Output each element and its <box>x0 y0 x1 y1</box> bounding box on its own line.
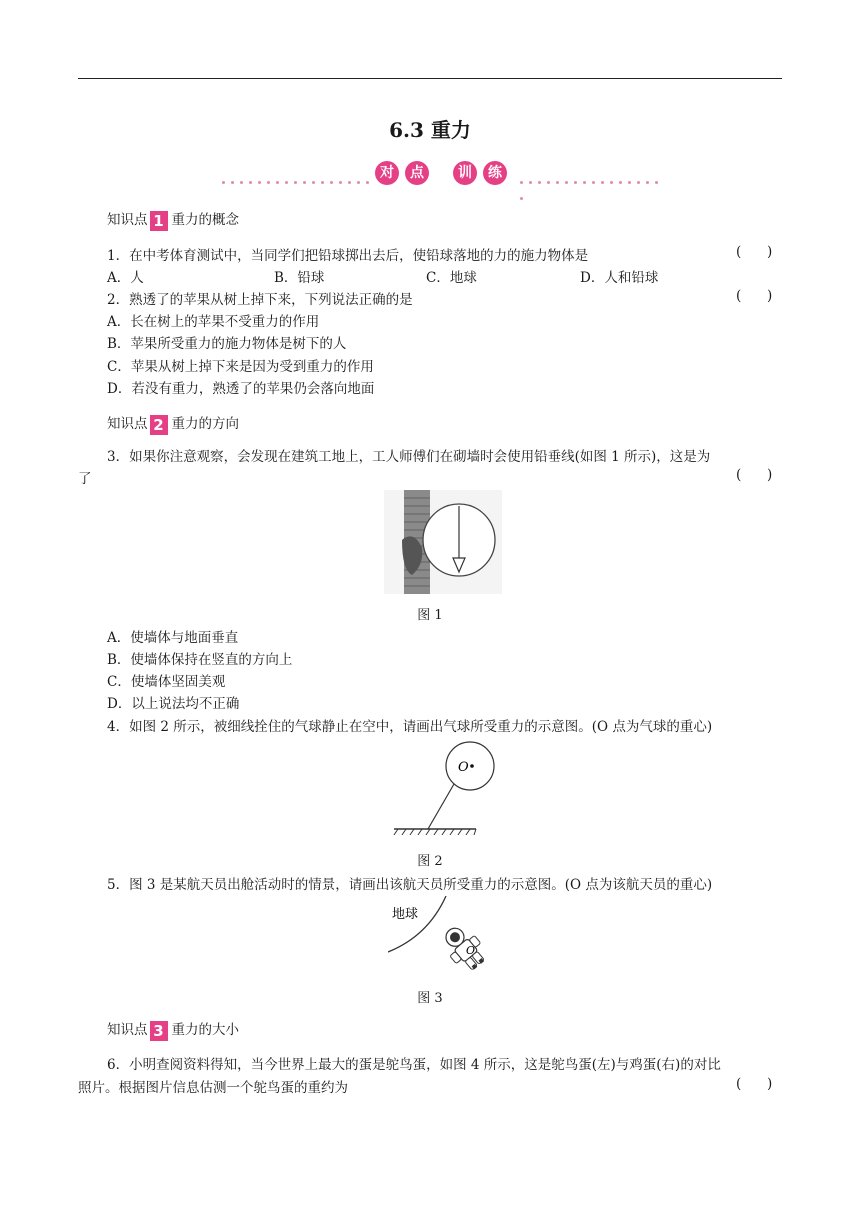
question-2-option-a: A．长在树上的苹果不受重力的作用 <box>107 314 320 330</box>
question-1-option-d: D．人和铅球 <box>580 270 659 286</box>
question-2-option-b: B．苹果所受重力的施力物体是树下的人 <box>107 336 347 352</box>
question-1-option-b: B．铅球 <box>274 270 325 286</box>
figure-1-caption: 图 1 <box>417 608 443 623</box>
question-3-stem-line2: 了 <box>78 471 92 487</box>
question-1-stem: 1．在中考体育测试中，当同学们把铅球掷出去后，使铅球落地的力的施力物体是 <box>107 248 589 264</box>
astronaut-icon <box>437 920 491 976</box>
section-number-badge: 3 <box>150 1021 168 1041</box>
answer-blank-6: ( ) <box>736 1076 773 1092</box>
section-prefix: 知识点 <box>107 1022 148 1038</box>
page-title: 6.3 重力 <box>389 118 471 142</box>
banner-char-2: 点 <box>405 161 429 185</box>
figure-3-astronaut <box>388 896 508 980</box>
question-2-option-d: D．若没有重力，熟透了的苹果仍会落向地面 <box>107 381 375 397</box>
figure-3-caption: 图 3 <box>417 991 443 1006</box>
banner-char-1: 对 <box>375 161 399 185</box>
section-number-badge: 1 <box>150 211 168 231</box>
balloon-center-label: O <box>458 760 469 775</box>
question-3-stem-line1: 3．如果你注意观察，会发现在建筑工地上，工人师傅们在砌墙时会使用铅垂线(如图 1 所示)，这是为 <box>107 449 711 465</box>
section-prefix: 知识点 <box>107 212 148 228</box>
banner-char-4: 练 <box>483 161 507 185</box>
section-heading-1 <box>107 208 239 228</box>
question-6-stem-line1: 6．小明查阅资料得知，当今世界上最大的蛋是鸵鸟蛋，如图 4 所示，这是鸵鸟蛋(左)与鸡蛋(右)的对比 <box>107 1057 721 1073</box>
answer-blank-2: ( ) <box>736 288 773 304</box>
section-label: 重力的概念 <box>171 212 239 228</box>
answer-blank-3: ( ) <box>736 467 773 483</box>
figure-2-caption: 图 2 <box>417 854 443 869</box>
section-heading-3 <box>107 1018 239 1038</box>
question-1-option-a: A．人 <box>107 270 144 286</box>
earth-label: 地球 <box>392 907 419 922</box>
figure-1-plumb-line <box>384 490 502 594</box>
question-6-stem-line2: 照片。根据图片信息估测一个鸵鸟蛋的重约为 <box>78 1080 348 1096</box>
question-5-stem: 5．图 3 是某航天员出舱活动时的情景，请画出该航天员所受重力的示意图。(O 点为该航天员的重心) <box>107 877 713 893</box>
banner-dots-left <box>222 172 375 176</box>
answer-blank-1: ( ) <box>736 244 773 260</box>
section-label: 重力的大小 <box>171 1022 239 1038</box>
question-1-option-c: C．地球 <box>426 270 477 286</box>
section-number-badge: 2 <box>150 415 168 435</box>
question-3-option-b: B．使墙体保持在竖直的方向上 <box>107 652 293 668</box>
question-4-stem: 4．如图 2 所示，被细线拴住的气球静止在空中，请画出气球所受重力的示意图。(O 点为气球的重心) <box>107 719 713 735</box>
question-3-option-d: D．以上说法均不正确 <box>107 696 240 712</box>
section-prefix: 知识点 <box>107 416 148 432</box>
astronaut-center-label: O <box>466 944 476 957</box>
header-rule <box>78 78 782 79</box>
question-2-stem: 2．熟透了的苹果从树上掉下来，下列说法正确的是 <box>107 292 413 308</box>
question-2-option-c: C．苹果从树上掉下来是因为受到重力的作用 <box>107 359 374 375</box>
question-3-option-c: C．使墙体坚固美观 <box>107 674 226 690</box>
question-3-option-a: A．使墙体与地面垂直 <box>107 630 239 646</box>
banner-char-3: 训 <box>453 161 477 185</box>
figure-2-balloon <box>390 740 502 840</box>
section-label: 重力的方向 <box>171 416 239 432</box>
banner-dots-right <box>520 172 670 176</box>
section-heading-2 <box>107 412 239 432</box>
practice-banner <box>210 158 670 190</box>
